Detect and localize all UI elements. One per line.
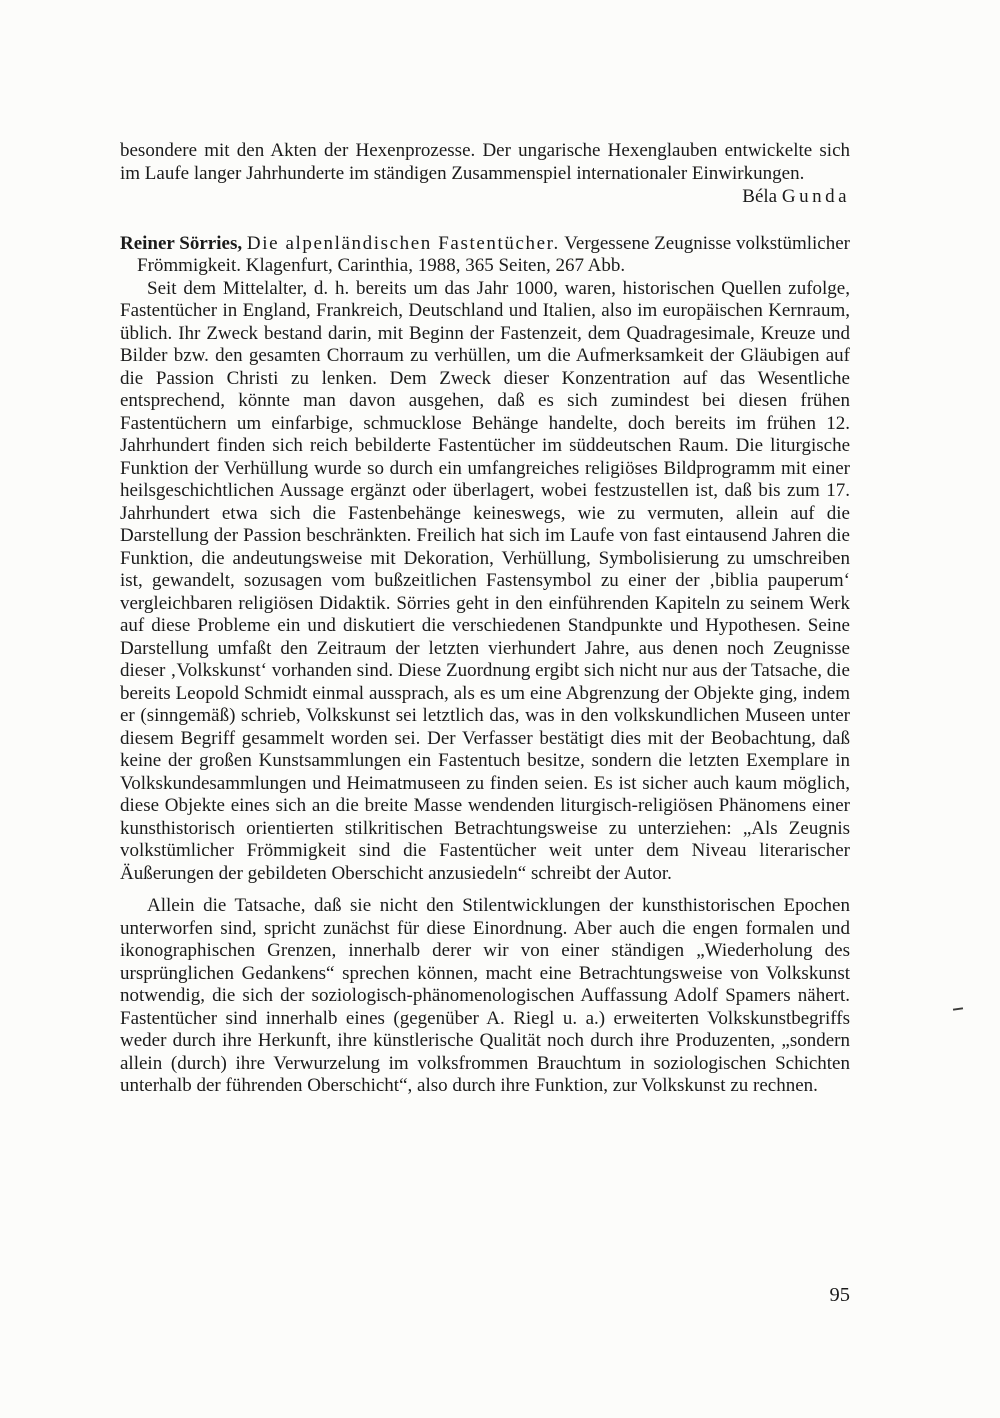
review-paragraph-2: Allein die Tatsache, daß sie nicht den Stilentwicklungen der kunsthistorischen Epochen unterworfen sind, spricht zunächst für diese Einordnung. Aber auch die engen formalen und ikonographischen Grenzen, innerhalb derer wir von einer ständigen „Wiederholung des ursprünglichen Gedankens“ sprechen können, macht eine Betrachtungsweise von Volkskunst notwendig, die sich der soziologisch-phänomenologischen Auffassung Adolf Spamers nähert. Fastentücher sind innerhalb eines (gegenüber A. Riegl u. a.) erweiterten Volkskunstbegriffs weder durch ihre Herkunft, ihre künstlerische Qualität noch durch ihre Produzenten, „sondern allein (durch) ihre Verwurzelung im volksfrommen Brauchtum in soziologischen Schichten unterhalb der führenden Oberschicht“, also durch ihre Funktion, zur Volkskunst zu rechnen. (120, 895, 850, 1096)
review-heading-author: Reiner Sörries, (120, 232, 243, 254)
signature-last-name: Gunda (781, 186, 850, 207)
signature-first-name: Béla (742, 186, 778, 207)
review-paragraph-1: Seit dem Mittelalter, d. h. bereits um das Jahr 1000, waren, historischen Quellen zufolge, Fastentücher in England, Frankreich, Deutschland und Italien, also im europäischen Kernraum, üblich. Ihr Zweck bestand darin, mit Beginn der Fastenzeit, dem Quadragesimale, Kreuze und Bilder bzw. den gesamten Chorraum zu verhüllen, um die Aufmerksamkeit der Gläubigen auf die Passion Christi zu lenken. Dem Zweck dieser Konzentration auf das Wesentliche entsprechend, könnte man davon ausgehen, daß es sich zumindest bei diesen frühen Fastentüchern um einfarbige, schmucklose Behänge handelte, doch bereits im frühen 12. Jahrhundert finden sich reich bebilderte Fastentücher im süddeutschen Raum. Die liturgische Funktion der Verhüllung wurde so durch ein umfangreiches religiöses Bildprogramm mit einer heilsgeschichtlichen Aussage ergänzt oder überlagert, wobei festzustellen ist, daß bis zum 17. Jahrhundert etwa sich die Fastenbehänge keineswegs, wie zu vermuten, allein auf die Darstellung der Passion beschränkten. Freilich hat sich im Laufe von fast eintausend Jahren die Funktion, die andeutungsweise mit Dekoration, Verhüllung, Symbolisierung zu umschreiben ist, gewandelt, sozusagen vom bußzeitlichen Fastensymbol zu einer der ‚biblia pauperum‘ vergleichbaren religiösen Didaktik. Sörries geht in den einführenden Kapiteln zu seinem Werk auf diese Probleme ein und diskutiert die verschiedenen Standpunkte und Hypothesen. Seine Darstellung umfaßt den Zeitraum der letzten vierhundert Jahre, aus denen noch Zeugnisse dieser ‚Volkskunst‘ vorhanden sind. Diese Zuordnung ergibt sich nicht nur aus der Tatsache, die bereits Leopold Schmidt einmal aussprach, als es um eine Abgrenzung der Objekte ging, indem er (sinngemäß) schrieb, Volkskunst sei letztlich das, was in den volkskundlichen Museen unter diesem Begriff gesammelt worden sei. Der Verfasser bestätigt dies mit der Beobachtung, daß keine der großen Kunstsammlungen ein Fastentuch besitze, sondern die letzten Exemplare in Volkskundesammlungen und Heimatmuseen zu finden seien. Es ist sicher auch kaum möglich, diese Objekte eines sich an die breite Masse wendenden liturgisch-religiösen Phänomens einer kunsthistorisch orientierten stilkritischen Betrachtungsweise zu unterziehen: „Als Zeugnis volkstümlicher Frömmigkeit sind die Fastentücher weit unter dem Niveau literarischer Äußerungen der gebildeten Oberschicht anzusiedeln“ schreibt der Autor. (120, 277, 850, 884)
review-heading-title: Die alpenländischen Fastentücher. (246, 232, 560, 254)
review-heading (120, 233, 850, 278)
previous-review-continuation: besondere mit den Akten der Hexenprozesse. Der ungarische Hexenglauben entwickelte sich im Laufe langer Jahrhunderte im ständigen Zusammenspiel internationaler Einwirkungen. (120, 140, 850, 184)
text-block (120, 140, 850, 1098)
previous-review-signature (120, 186, 850, 209)
page-number: 95 (829, 1284, 850, 1306)
review-heading-subtitle: Vergessene Zeugnisse volkstümlicher Frömmigkeit. Klagenfurt, Carinthia, 1988, 365 Seiten, 267 Abb. (137, 232, 850, 276)
scan-artifact-mark (953, 1007, 963, 1010)
